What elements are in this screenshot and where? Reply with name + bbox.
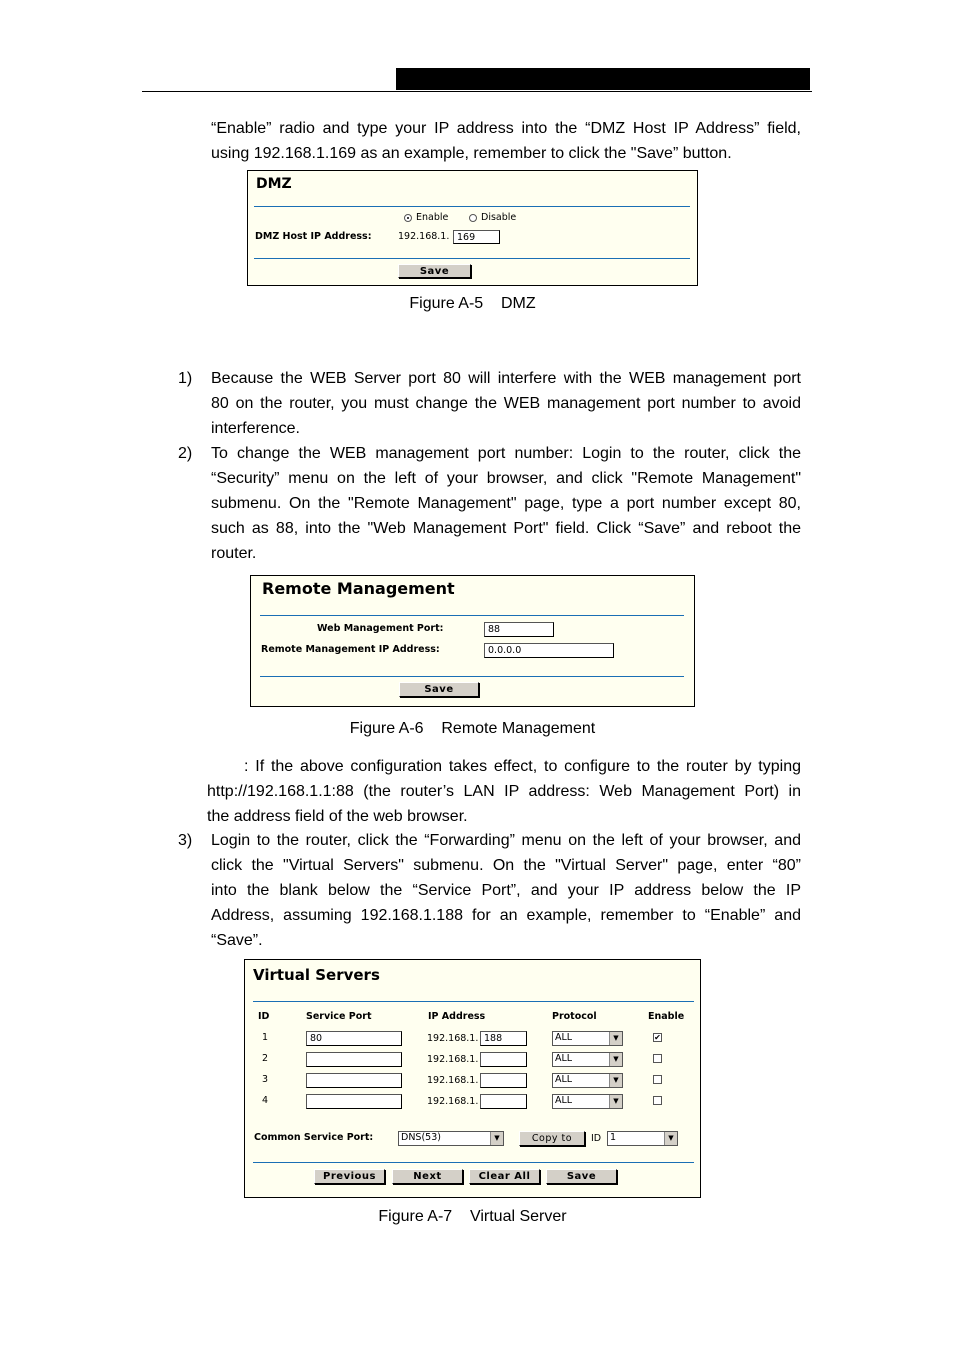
- vs-panel: [244, 959, 701, 1198]
- vs-header-ip: IP Address: [428, 1011, 486, 1022]
- step-line: such as 88, into the "Web Management Port" field. Click “Save” and reboot the: [211, 520, 801, 537]
- vs-row-id: 2: [262, 1053, 269, 1064]
- remote-save-button[interactable]: Save: [399, 682, 479, 697]
- vs-row-enable-checkbox[interactable]: [653, 1054, 662, 1063]
- dmz-enable-label: Enable: [416, 212, 449, 223]
- chevron-down-icon: ▼: [490, 1132, 503, 1145]
- step-line: 80 on the router, you must change the WEB management port number to avoid: [211, 395, 801, 412]
- intro-paragraph: [211, 116, 801, 166]
- vs-id-value: 1: [610, 1132, 617, 1143]
- dmz-top-rule: [254, 206, 690, 207]
- vs-row-protocol-value: ALL: [555, 1095, 573, 1106]
- step-line: Address, assuming 192.168.1.188 for an example, remember to “Enable” and: [211, 907, 801, 924]
- vs-row-id: 4: [262, 1095, 269, 1106]
- dmz-title: DMZ: [256, 176, 292, 192]
- step-line: To change the WEB management port number: Login to the router, click the: [211, 445, 801, 462]
- dmz-ip-prefix: 192.168.1.: [398, 231, 450, 242]
- vs-row-protocol-select[interactable]: [552, 1073, 623, 1088]
- vs-previous-button[interactable]: Previous: [314, 1169, 385, 1184]
- vs-row-protocol-value: ALL: [555, 1074, 573, 1085]
- vs-row-ip-prefix: 192.168.1.: [427, 1075, 479, 1086]
- vs-id-label: ID: [591, 1133, 602, 1144]
- step-line: Login to the router, click the “Forwarding” menu on the left of your browser, and: [211, 832, 801, 849]
- vs-header-protocol: Protocol: [552, 1011, 597, 1022]
- vs-row-id: 1: [262, 1032, 269, 1043]
- vs-row-ip-input[interactable]: [480, 1094, 527, 1109]
- remote-ip-label: Remote Management IP Address:: [261, 644, 440, 655]
- vs-row-ip-prefix: 192.168.1.: [427, 1096, 479, 1107]
- vs-top-rule: [253, 1001, 694, 1002]
- step-line: submenu. On the "Remote Management" page, type a port number except 80,: [211, 495, 801, 512]
- vs-header-enable: Enable: [648, 1011, 685, 1022]
- vs-save-button[interactable]: Save: [546, 1169, 617, 1184]
- vs-row-protocol-value: ALL: [555, 1032, 573, 1043]
- vs-id-select[interactable]: [607, 1131, 678, 1146]
- step-line: interference.: [211, 420, 300, 437]
- vs-row-ip-prefix: 192.168.1.: [427, 1033, 479, 1044]
- vs-common-port-value: DNS(53): [401, 1132, 441, 1143]
- vs-row-enable-checkbox[interactable]: ✔: [654, 1033, 661, 1042]
- vs-header-port: Service Port: [306, 1011, 372, 1022]
- dmz-host-label: DMZ Host IP Address:: [255, 231, 372, 242]
- step-line: “Security” menu on the left of your browser, and click "Remote Management": [211, 470, 801, 487]
- remote-port-label: Web Management Port:: [317, 623, 444, 634]
- remote-bottom-rule: [260, 676, 684, 677]
- note-line: the address field of the web browser.: [207, 808, 468, 825]
- vs-row-port-input[interactable]: [306, 1052, 402, 1067]
- remote-top-rule: [260, 615, 684, 616]
- chevron-down-icon: ▼: [609, 1095, 622, 1108]
- remote-panel: [250, 575, 695, 707]
- vs-row-enable-checkbox[interactable]: [653, 1096, 662, 1105]
- step-3-text: [211, 828, 801, 953]
- remote-port-input[interactable]: 88: [484, 622, 554, 637]
- chevron-down-icon: ▼: [609, 1032, 622, 1045]
- dmz-enable-radio[interactable]: [404, 214, 412, 222]
- vs-row-port-input[interactable]: 80: [306, 1031, 402, 1046]
- chevron-down-icon: ▼: [664, 1132, 677, 1145]
- vs-common-port-label: Common Service Port:: [254, 1132, 374, 1143]
- dmz-disable-label: Disable: [481, 212, 517, 223]
- chevron-down-icon: ▼: [609, 1074, 622, 1087]
- vs-clear-all-button[interactable]: Clear All: [469, 1169, 540, 1184]
- note-paragraph: [207, 754, 801, 829]
- step-1-text: [211, 366, 801, 441]
- header-rule: [142, 91, 812, 92]
- dmz-host-ip-input[interactable]: 169: [453, 230, 500, 244]
- note-line: http://192.168.1.1:88 (the router’s LAN IP address: Web Management Port) in: [207, 783, 801, 800]
- figure-a6-caption: Figure A-6 Remote Management: [349, 720, 596, 737]
- vs-row-enable-checkbox[interactable]: [653, 1075, 662, 1084]
- vs-next-button[interactable]: Next: [392, 1169, 463, 1184]
- vs-title: Virtual Servers: [253, 966, 380, 984]
- step-line: click the "Virtual Servers" submenu. On the "Virtual Server" page, enter “80”: [211, 857, 801, 874]
- vs-row-ip-input[interactable]: [480, 1052, 527, 1067]
- remote-title: Remote Management: [262, 579, 455, 598]
- vs-row-port-input[interactable]: [306, 1094, 402, 1109]
- dmz-disable-radio[interactable]: [469, 214, 477, 222]
- step-line: router.: [211, 545, 257, 562]
- vs-row-ip-input[interactable]: 188: [480, 1031, 527, 1046]
- note-line: : If the above configuration takes effect, to configure to the router by typing: [244, 758, 801, 775]
- step-line: into the blank below the “Service Port”, and your IP address below the IP: [211, 882, 801, 899]
- vs-copy-to-button[interactable]: Copy to: [519, 1131, 585, 1146]
- dmz-panel: [247, 170, 698, 286]
- vs-row-ip-prefix: 192.168.1.: [427, 1054, 479, 1065]
- figure-a7-caption: Figure A-7 Virtual Server: [378, 1208, 567, 1225]
- intro-line: using 192.168.1.169 as an example, remember to click the "Save” button.: [211, 145, 732, 162]
- step-1-number: 1): [178, 370, 193, 387]
- vs-row-protocol-value: ALL: [555, 1053, 573, 1064]
- step-line: “Save”.: [211, 932, 263, 949]
- chevron-down-icon: ▼: [609, 1053, 622, 1066]
- header-bar: [396, 68, 810, 90]
- figure-a5-caption: Figure A-5 DMZ: [409, 295, 536, 312]
- vs-row-protocol-select[interactable]: [552, 1052, 623, 1067]
- dmz-bottom-rule: [254, 258, 690, 259]
- intro-line: “Enable” radio and type your IP address into the “DMZ Host IP Address” field,: [211, 120, 801, 137]
- vs-row-ip-input[interactable]: [480, 1073, 527, 1088]
- vs-common-port-select[interactable]: [398, 1131, 504, 1146]
- step-2-text: [211, 441, 801, 566]
- vs-row-protocol-select[interactable]: [552, 1094, 623, 1109]
- step-line: Because the WEB Server port 80 will interfere with the WEB management port: [211, 370, 801, 387]
- vs-row-port-input[interactable]: [306, 1073, 402, 1088]
- vs-row-protocol-select[interactable]: [552, 1031, 623, 1046]
- step-2-number: 2): [178, 445, 193, 462]
- dmz-save-button[interactable]: Save: [398, 264, 471, 278]
- vs-bottom-rule: [253, 1162, 694, 1163]
- remote-ip-input[interactable]: 0.0.0.0: [484, 643, 614, 658]
- vs-header-id: ID: [258, 1011, 270, 1022]
- vs-row-id: 3: [262, 1074, 269, 1085]
- step-3-number: 3): [178, 832, 193, 849]
